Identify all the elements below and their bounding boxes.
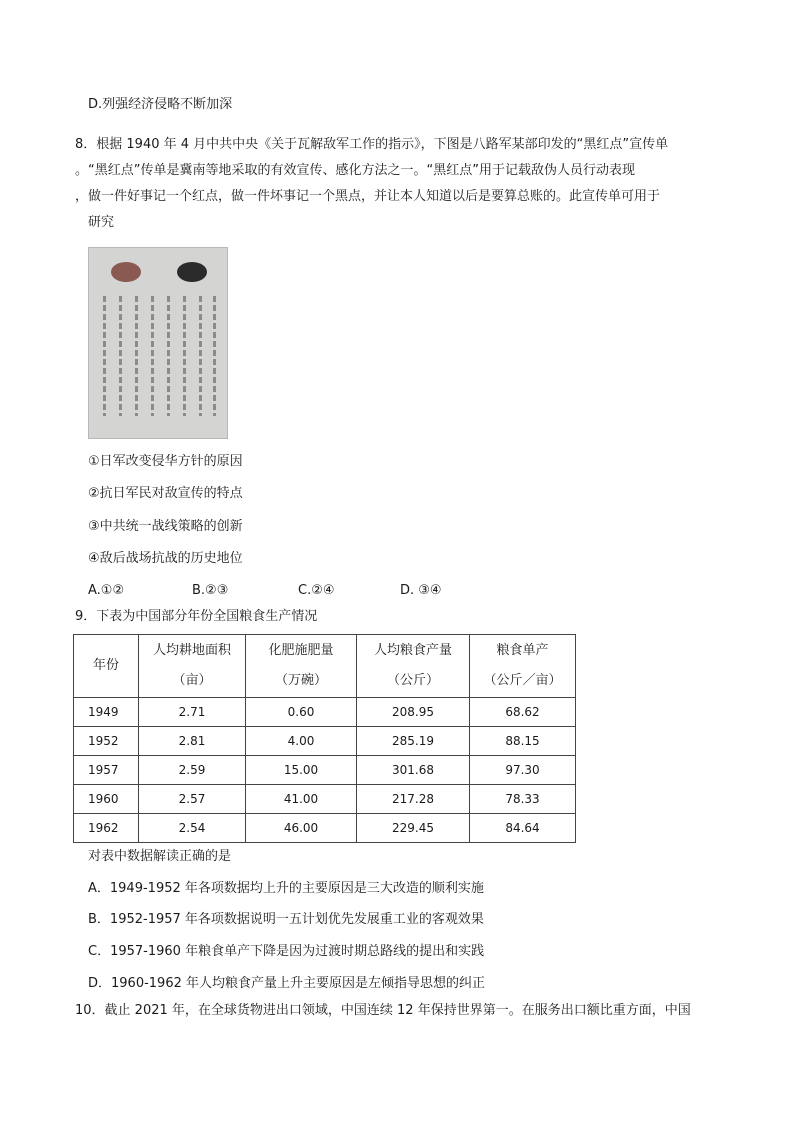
black-dot-mark [177,262,207,282]
col-header-fertilizer: 化肥施肥量 （万碗） [246,635,357,698]
q8-stem-line-3: ，做一件好事记一个红点，做一件坏事记一个黑点，并让本人知道以后是要算总账的。此宣传单可用于 [75,189,661,204]
q8-option-d[interactable]: D. ③④ [400,583,442,598]
grain-production-table [73,634,576,843]
col-header-year: 年份 [74,635,139,698]
q8-statement-4: ④敌后战场抗战的历史地位 [88,551,243,566]
table-row: 1960 2.57 41.00 217.28 78.33 [74,785,576,814]
col-header-arable-land: 人均耕地面积 （亩） [139,635,246,698]
q8-stem-line-2: 。“黑红点”传单是冀南等地采取的有效宣传、感化方法之一。“黑红点”用于记载敌伪人员行动表现 [75,163,635,178]
q8-option-b[interactable]: B.②③ [192,583,229,598]
q8-option-a[interactable]: A.①② [88,583,125,598]
black-red-dot-leaflet-image [88,247,228,439]
col-header-grain-per-capita: 人均粮食产量 （公斤） [357,635,470,698]
q8-option-c[interactable]: C.②④ [298,583,335,598]
table-row: 1957 2.59 15.00 301.68 97.30 [74,756,576,785]
q8-statement-3: ③中共统一战线策略的创新 [88,519,243,534]
table-row: 1962 2.54 46.00 229.45 84.64 [74,814,576,843]
table-row: 1952 2.81 4.00 285.19 88.15 [74,727,576,756]
q8-statement-2: ②抗日军民对敌宣传的特点 [88,486,243,501]
q9-option-d[interactable]: D．1960-1962 年人均粮食产量上升主要原因是左倾指导思想的纠正 [88,976,486,991]
q9-option-a[interactable]: A．1949-1952 年各项数据均上升的主要原因是三大改造的顺利实施 [88,881,484,896]
q8-stem-line-1: 8．根据 1940 年 4 月中共中央《关于瓦解敌军工作的指示》，下图是八路军某部印发的“黑红点”宣传单 [75,137,669,152]
red-dot-mark [111,262,141,282]
table-row: 1949 2.71 0.60 208.95 68.62 [74,698,576,727]
q7-option-d: D.列强经济侵略不断加深 [88,97,233,112]
col-header-grain-yield: 粮食单产 （公斤／亩） [470,635,576,698]
table-header-row [74,635,576,698]
q9-prompt: 对表中数据解读正确的是 [88,849,232,864]
q10-stem-line-1: 10．截止 2021 年，在全球货物进出口领域，中国连续 12 年保持世界第一。在服务出口额比重方面，中国 [75,1003,691,1018]
q8-statement-1: ①日军改变侵华方针的原因 [88,454,243,469]
q9-stem: 9．下表为中国部分年份全国粮食生产情况 [75,609,318,624]
q9-option-c[interactable]: C．1957-1960 年粮食单产下降是因为过渡时期总路线的提出和实践 [88,944,485,959]
q8-stem-line-4: 研究 [88,215,115,230]
q9-option-b[interactable]: B．1952-1957 年各项数据说明一五计划优先发展重工业的客观效果 [88,912,484,927]
